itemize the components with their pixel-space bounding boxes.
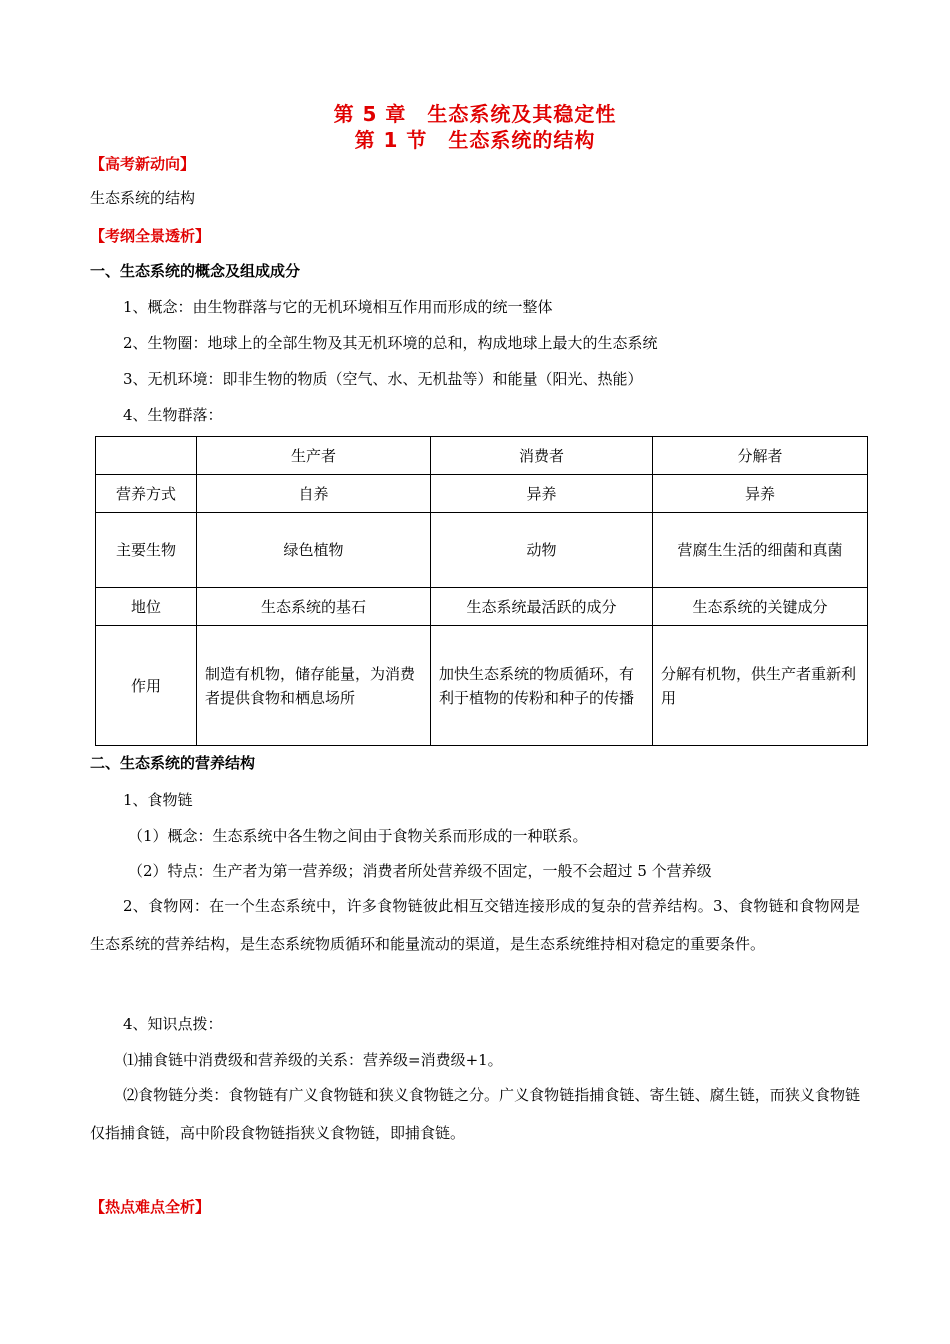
table-row [96,588,868,626]
part1-heading: 一、生态系统的概念及组成成分 [90,262,301,280]
table-row [96,513,868,588]
table-cell: 生态系统最活跃的成分 [431,588,653,626]
tip-2: ⑵食物链分类：食物链有广义食物链和狭义食物链之分。广义食物链指捕食链、寄生链、腐生链，而狭义食物链仅指捕食链，高中阶段食物链指狭义食物链，即捕食链。 [90,1086,860,1142]
section-heading-trends: 【高考新动向】 [90,155,196,173]
part1-item-biosphere: 2、生物圈：地球上的全部生物及其无机环境的总和，构成地球上最大的生态系统 [123,334,658,352]
table-cell: 地位 [96,588,197,626]
table-cell: 作用 [96,626,197,746]
table-header-row [96,437,868,475]
part1-item-abiotic: 3、无机环境：即非生物的物质（空气、水、无机盐等）和能量（阳光、热能） [123,370,643,388]
table-cell: 营腐生生活的细菌和真菌 [653,513,868,588]
part2-heading: 二、生态系统的营养结构 [90,754,256,772]
food-chain-heading: 1、食物链 [123,791,193,809]
part1-item-community: 4、生物群落： [123,406,223,424]
table-cell: 加快生态系统的物质循环，有利于植物的传粉和种子的传播 [431,626,653,746]
section-title: 第 1 节 生态系统的结构 [354,128,596,152]
table-row [96,626,868,746]
section-heading-hotspots: 【热点难点全析】 [90,1198,211,1216]
table-cell: 异养 [431,475,653,513]
table-header-cell [96,437,197,475]
chapter-title: 第 5 章 生态系统及其稳定性 [333,102,617,126]
table-cell: 营养方式 [96,475,197,513]
table-row [96,475,868,513]
table-header-cell: 分解者 [653,437,868,475]
table-cell: 异养 [653,475,868,513]
part1-item-concept: 1、概念：由生物群落与它的无机环境相互作用而形成的统一整体 [123,298,553,316]
section-heading-outline: 【考纲全景透析】 [90,227,211,245]
table-cell: 生态系统的关键成分 [653,588,868,626]
trends-text: 生态系统的结构 [90,189,196,207]
tips-heading: 4、知识点拨： [123,1015,223,1033]
table-cell: 生态系统的基石 [197,588,431,626]
table-cell: 主要生物 [96,513,197,588]
tip-1: ⑴捕食链中消费级和营养级的关系：营养级=消费级+1。 [123,1051,503,1069]
table-cell: 自养 [197,475,431,513]
food-chain-concept: （1）概念：生态系统中各生物之间由于食物关系而形成的一种联系。 [128,827,588,845]
food-chain-feature: （2）特点：生产者为第一营养级；消费者所处营养级不固定，一般不会超过 5 个营养级 [128,862,712,880]
table-cell: 制造有机物，储存能量，为消费者提供食物和栖息场所 [197,626,431,746]
table-cell: 分解有机物，供生产者重新利用 [653,626,868,746]
food-web-paragraph: 2、食物网：在一个生态系统中，许多食物链彼此相互交错连接形成的复杂的营养结构。3、食物链和食物网是生态系统的营养结构，是生态系统物质循环和能量流动的渠道，是生态系统维持相对稳定的重要条件。 [90,897,860,953]
table-header-cell: 生产者 [197,437,431,475]
community-table [95,436,868,746]
table-header-cell: 消费者 [431,437,653,475]
table-cell: 动物 [431,513,653,588]
table-cell: 绿色植物 [197,513,431,588]
